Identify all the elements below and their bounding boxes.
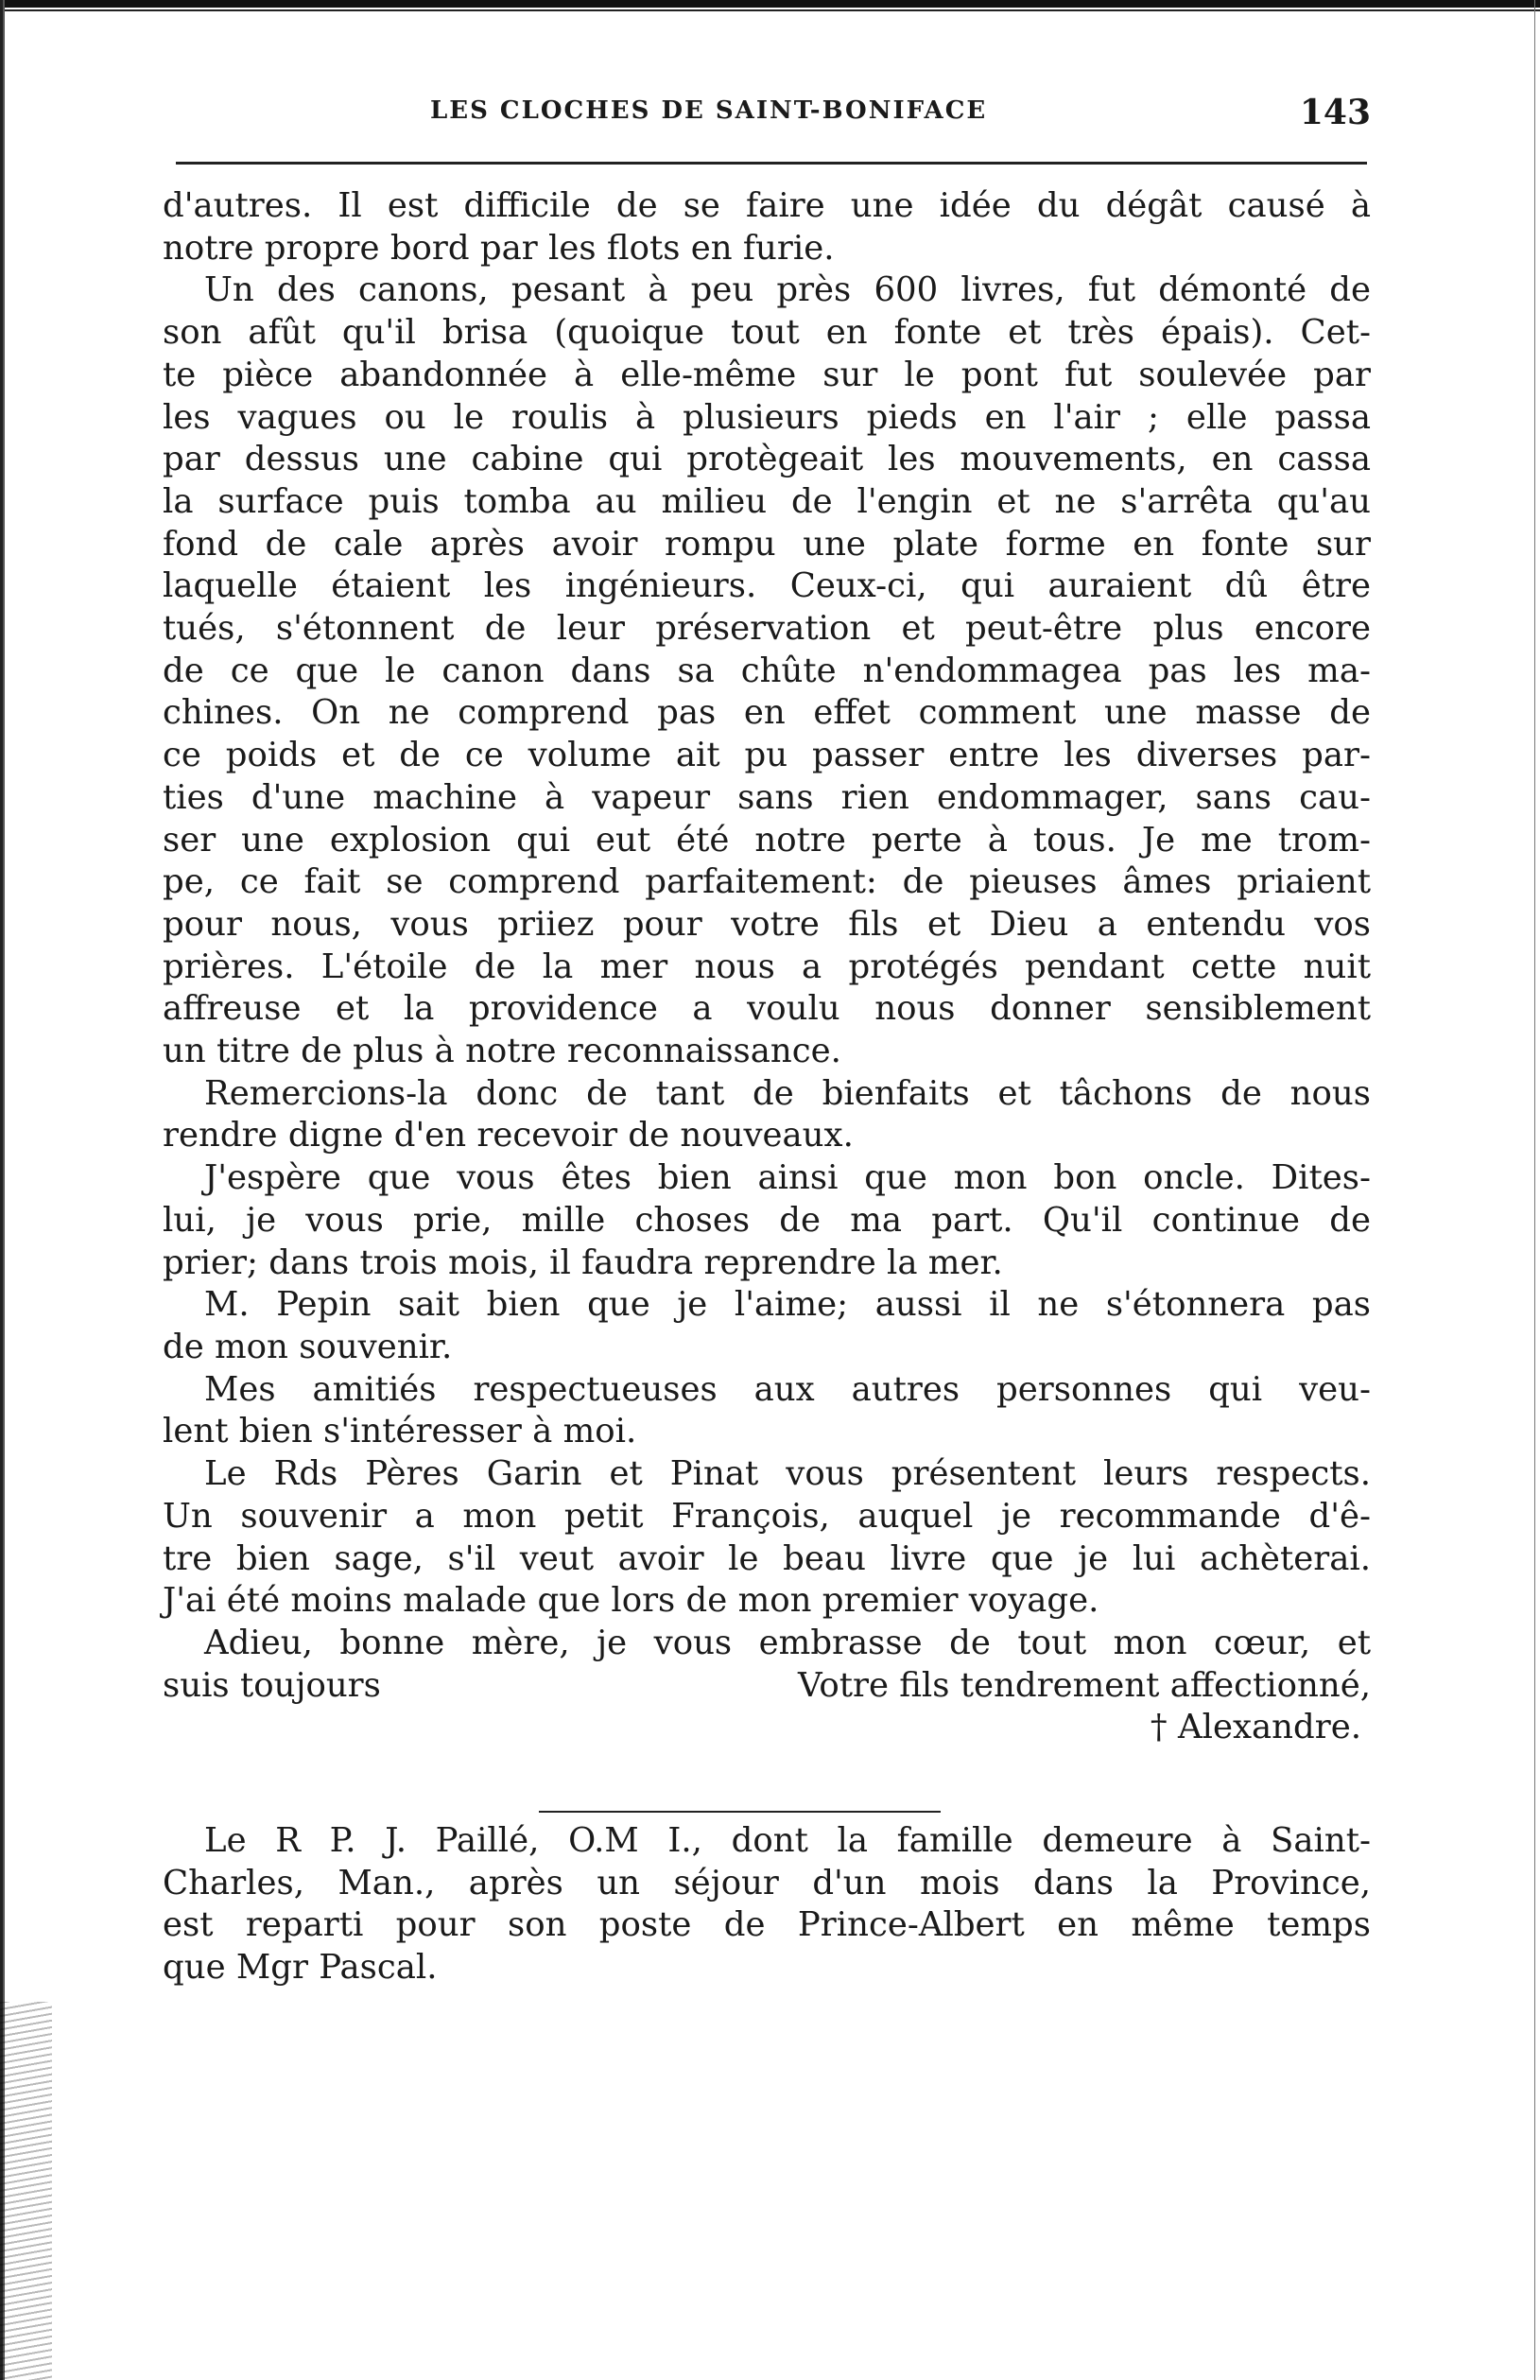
text-line: prier; dans trois mois, il faudra reprendre la mer. <box>163 1242 1003 1282</box>
text-line: Un des canons, pesant à peu près 600 livres, fut démonté de <box>204 270 1371 310</box>
text-line: Le Rds Pères Garin et Pinat vous présentent leurs respects. <box>204 1454 1371 1494</box>
text-line: J'ai été moins malade que lors de mon premier voyage. <box>163 1581 1099 1621</box>
text-line: pour nous, vous priiez pour votre fils et Dieu a entendu vos <box>163 904 1371 944</box>
scan-right-edge <box>1527 0 1540 2380</box>
text-line: chines. On ne comprend pas en effet comment une masse de <box>163 693 1371 733</box>
text-line: est reparti pour son poste de Prince-Albert en même temps <box>163 1905 1371 1945</box>
text-line: que Mgr Pascal. <box>163 1948 438 1988</box>
text-line: par dessus une cabine qui protègeait les mouvements, en cassa <box>163 440 1371 479</box>
text-line: affreuse et la providence a voulu nous donner sensiblement <box>163 989 1371 1029</box>
closing-left: suis toujours <box>163 1665 381 1705</box>
text-line: ce poids et de ce volume ait pu passer entre les diverses par- <box>163 736 1371 775</box>
text-line: de ce que le canon dans sa chûte n'endommagea pas les ma- <box>163 651 1371 690</box>
text-line: Mes amitiés respectueuses aux autres personnes qui veu- <box>204 1369 1371 1409</box>
closing-line <box>163 1665 1371 1708</box>
text-line: M. Pepin sait bien que je l'aime; aussi il ne s'étonnera pas <box>204 1285 1371 1325</box>
text-line: Remercions-la donc de tant de bienfaits et tâchons de nous <box>204 1073 1371 1113</box>
text-line: J'espère que vous êtes bien ainsi que mon bon oncle. Dites- <box>204 1158 1371 1198</box>
text-line: laquelle étaient les ingénieurs. Ceux-ci, qui auraient dû être <box>163 566 1371 606</box>
text-line: Adieu, bonne mère, je vous embrasse de tout mon cœur, et <box>204 1623 1371 1662</box>
text-line: de mon souvenir. <box>163 1327 453 1366</box>
closing-right: Votre fils tendrement affectionné, <box>797 1665 1371 1705</box>
signature: † Alexandre. <box>1150 1708 1361 1747</box>
text-line: d'autres. Il est difficile de se faire une idée du dégât causé à <box>163 186 1371 225</box>
text-line: un titre de plus à notre reconnaissance. <box>163 1032 841 1071</box>
scan-top-border <box>0 0 1540 13</box>
scan-left-edge <box>0 0 38 2380</box>
page-number: 143 <box>1299 93 1371 132</box>
running-head <box>170 93 1371 140</box>
text-line: fond de cale après avoir rompu une plate forme en fonte sur <box>163 524 1371 564</box>
text-line: Un souvenir a mon petit François, auquel je recommande d'ê- <box>163 1496 1371 1536</box>
text-line: tués, s'étonnent de leur préservation et peut-être plus encore <box>163 609 1371 649</box>
text-line: lui, je vous prie, mille choses de ma part. Qu'il continue de <box>163 1200 1371 1240</box>
text-line: Charles, Man., après un séjour d'un mois dans la Province, <box>163 1863 1371 1902</box>
text-line: rendre digne d'en recevoir de nouveaux. <box>163 1116 854 1155</box>
text-line: lent bien s'intéresser à moi. <box>163 1412 637 1451</box>
text-line: la surface puis tomba au milieu de l'engin et ne s'arrêta qu'au <box>163 481 1371 521</box>
text-line: ser une explosion qui eut été notre perte à tous. Je me trom- <box>163 820 1371 860</box>
running-title: LES CLOCHES DE SAINT-BONIFACE <box>430 96 988 125</box>
text-line: tre bien sage, s'il veut avoir le beau livre que je lui achèterai. <box>163 1538 1371 1578</box>
text-line: Le R P. J. Paillé, O.M I., dont la famille demeure à Saint- <box>204 1821 1371 1860</box>
header-rule <box>176 162 1367 165</box>
section-divider <box>539 1811 941 1813</box>
letter-body <box>163 185 1371 1749</box>
text-line: te pièce abandonnée à elle-même sur le pont fut soulevée par <box>163 355 1371 394</box>
text-line: ties d'une machine à vapeur sans rien endommager, sans cau- <box>163 777 1371 817</box>
text-line: pe, ce fait se comprend parfaitement: de pieuses âmes priaient <box>163 862 1371 902</box>
news-paragraph <box>163 1820 1371 1989</box>
text-line: les vagues ou le roulis à plusieurs pieds en l'air ; elle passa <box>163 397 1371 437</box>
text-line: notre propre bord par les flots en furie. <box>163 228 835 268</box>
text-line: son afût qu'il brisa (quoique tout en fonte et très épais). Cet- <box>163 313 1371 353</box>
text-line: prières. L'étoile de la mer nous a protégés pendant cette nuit <box>163 947 1371 986</box>
